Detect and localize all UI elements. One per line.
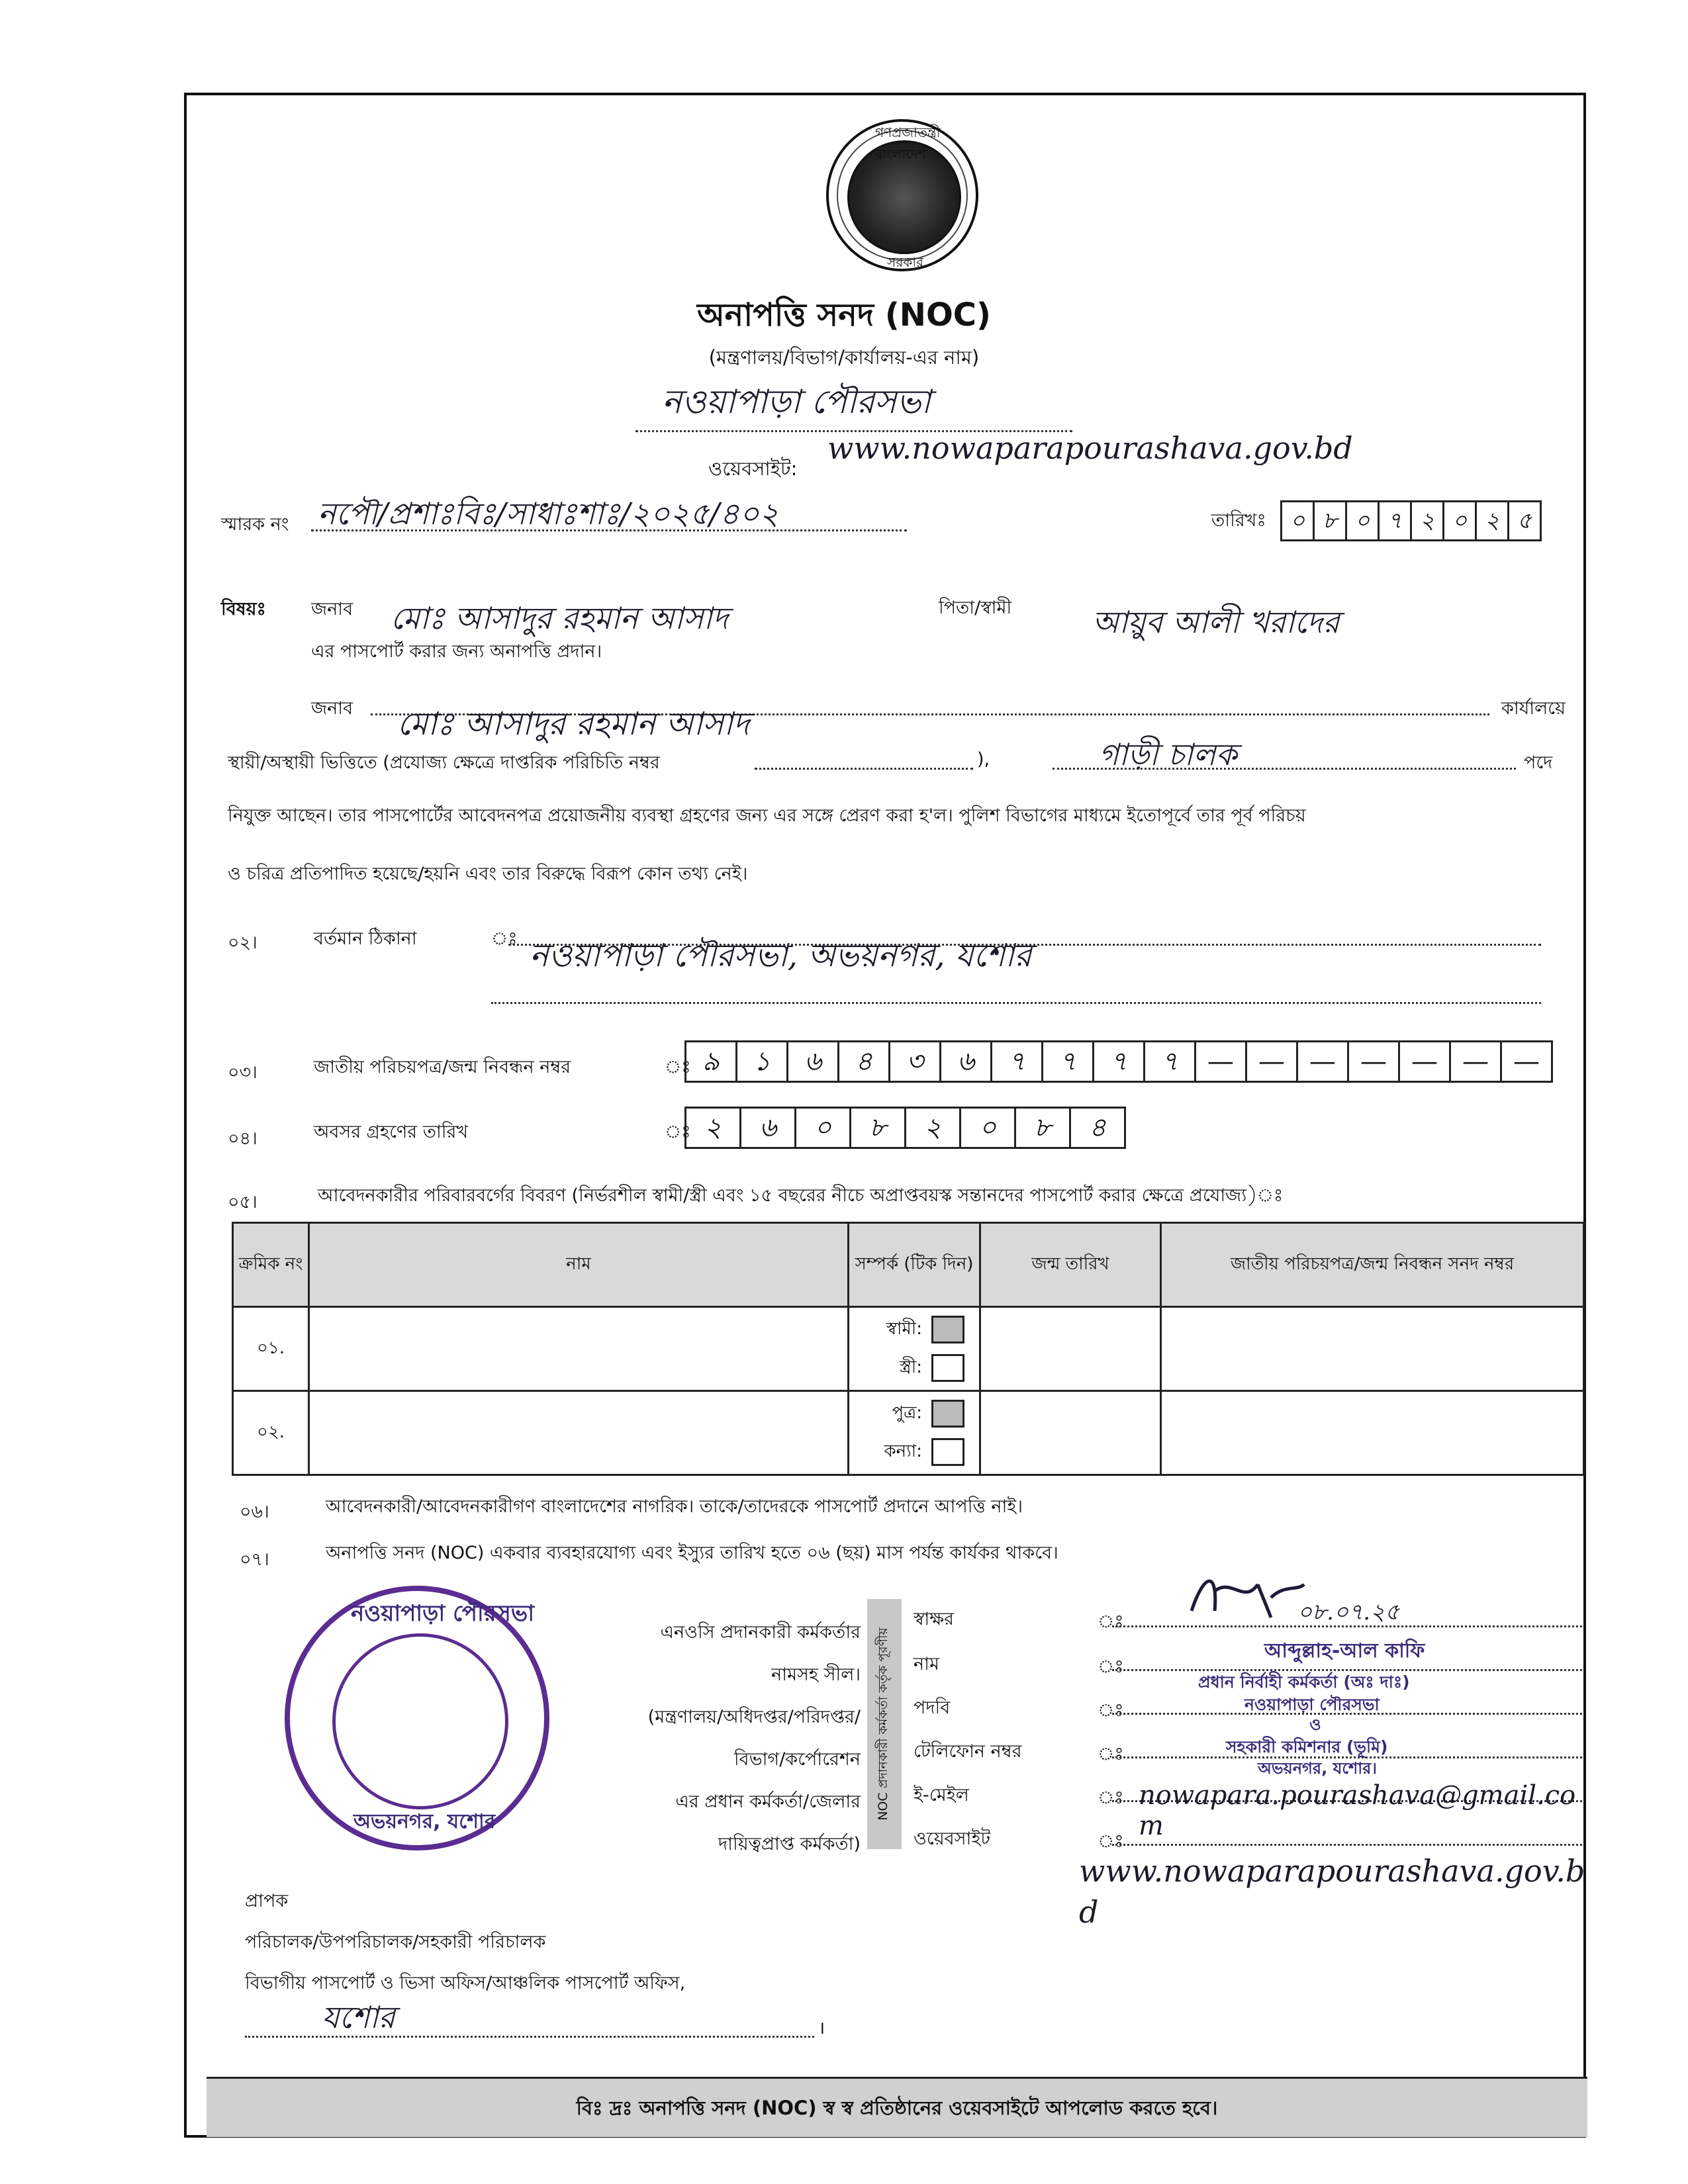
address-colon: ঃ: [491, 929, 518, 949]
row-dob-cell: [980, 1307, 1161, 1391]
stamp-bottom-text: অভয়নগর, যশোর: [353, 1810, 496, 1833]
officer-name: আব্দুল্লাহ-আল কাফি: [1264, 1639, 1425, 1662]
post-dots: [1053, 768, 1516, 770]
retire-digit: ৮: [1016, 1109, 1071, 1147]
officer-title-2: সহকারী কমিশনার (ভূমি): [1226, 1737, 1388, 1756]
body-name: মোঃ আসাদুর রহমান আসাদ: [397, 705, 750, 743]
retire-digit: ০: [796, 1109, 851, 1147]
memo-dots: [311, 529, 907, 531]
issuer-line-4: বিভাগ/কর্পোরেশন: [733, 1749, 861, 1770]
vertical-label-bar: [867, 1599, 902, 1849]
retire-digit: ৮: [851, 1109, 906, 1147]
officer-and: ও: [1309, 1715, 1321, 1734]
item-07-number: ০৭।: [240, 1549, 269, 1570]
nid-digit: ৭: [1094, 1042, 1145, 1081]
nid-boxes: [684, 1040, 1553, 1083]
checkbox-daughter[interactable]: [931, 1438, 964, 1466]
table-row: [233, 1307, 1584, 1391]
post-suffix: পদে: [1524, 752, 1553, 773]
retire-digit: ৪: [1089, 1113, 1106, 1143]
relation-label: পিতা/স্বামী: [939, 598, 1012, 618]
subject-label: বিষয়ঃ: [221, 599, 266, 619]
recipient-dots: [245, 2036, 814, 2038]
basis-text: স্থায়ী/অস্থায়ী ভিত্তিতে (প্রযোজ্য ক্ষেত্রে দাপ্তরিক পরিচিতি নম্বর: [228, 752, 660, 773]
address-label: বর্তমান ঠিকানা: [314, 929, 417, 949]
note-07: অনাপত্তি সনদ (NOC) একবার ব্যবহারযোগ্য এবং ইস্যুর তারিখ হতে ০৬ (ছয়) মাস পর্যন্ত কার্যকর থাকবে।: [326, 1543, 1058, 1563]
vertical-label: NOC প্রদানকারী কর্মকর্তা কর্তৃক পূরণীয়: [876, 1627, 890, 1821]
row-dob-cell: [980, 1391, 1161, 1475]
date-digit: ৫: [1517, 508, 1532, 534]
item-03-number: ০৩।: [228, 1062, 258, 1083]
document-title: অনাপত্তি সনদ (NOC): [697, 296, 991, 334]
issuer-line-2: নামসহ সীল।: [771, 1664, 861, 1685]
relation-label: কন্যা:: [884, 1441, 922, 1461]
nid-digit: ৭: [1145, 1042, 1196, 1081]
header-serial: ক্রমিক নং: [233, 1223, 309, 1307]
retire-digit: ২: [906, 1109, 961, 1147]
header-nid: জাতীয় পরিচয়পত্র/জন্ম নিবন্ধন সনদ নম্বর: [1161, 1223, 1584, 1307]
subject-name: মোঃ আসাদুর রহমান আসাদ: [391, 600, 729, 636]
body-janab: জনাব: [311, 698, 353, 719]
office-suffix: কার্যালয়ে: [1501, 698, 1566, 719]
nid-digit: ১: [737, 1042, 788, 1081]
checkbox-husband[interactable]: [931, 1316, 964, 1343]
field-signature-label: স্বাক্ষর: [914, 1609, 954, 1629]
field-designation-label: পদবি: [914, 1698, 951, 1718]
subject-line2: এর পাসপোর্ট করার জন্য অনাপত্তি প্রদান।: [311, 641, 602, 662]
retire-boxes: [684, 1107, 1126, 1149]
nid-digit: ৩: [890, 1042, 941, 1081]
date-digit: ০: [1282, 502, 1315, 539]
item-02-number: ০২।: [228, 933, 258, 953]
row-serial: ০২.: [233, 1391, 309, 1475]
nid-digit: —: [1400, 1042, 1451, 1081]
relation-cell: [849, 1307, 980, 1391]
nid-digit: —: [1349, 1042, 1400, 1081]
address-dots-1: [508, 944, 1541, 946]
officer-office: নওয়াপাড়া পৌরসভা: [1244, 1695, 1380, 1714]
recipient-end: ।: [818, 2018, 825, 2038]
ministry-label: (মন্ত্রণালয়/বিভাগ/কার্যালয়-এর নাম): [708, 346, 980, 369]
retire-digit: ০: [961, 1109, 1016, 1147]
header-dob: জন্ম তারিখ: [980, 1223, 1161, 1307]
date-digit: ০: [1444, 502, 1477, 539]
date-label: তারিখঃ: [1211, 510, 1266, 531]
row-name-cell: [309, 1307, 849, 1391]
id-dots: [755, 768, 973, 770]
field-colon: ঃ: [1098, 1744, 1124, 1764]
table-row: [233, 1391, 1584, 1475]
nid-digit: —: [1298, 1042, 1349, 1081]
checkbox-son[interactable]: [931, 1400, 964, 1428]
round-stamp: [285, 1586, 549, 1850]
header-relation: সম্পর্ক (টিক দিন): [849, 1223, 980, 1307]
subject-janab: জনাব: [311, 599, 353, 619]
post-value: গাড়ী চালক: [1099, 737, 1237, 772]
nid-digit: ৪: [839, 1042, 890, 1081]
office-name: নওয়াপাড়া পৌরসভা: [662, 383, 931, 421]
field-colon: ঃ: [1098, 1788, 1124, 1808]
field-colon: ঃ: [1098, 1700, 1124, 1721]
signature-mark: [1178, 1565, 1311, 1631]
nid-digit: ৯: [686, 1042, 737, 1081]
field-phone-label: টেলিফোন নম্বর: [914, 1741, 1022, 1762]
nid-digit: ৬: [788, 1042, 839, 1081]
field-website-label: ওয়েবসাইট: [914, 1829, 991, 1849]
memo-label: স্মারক নং: [221, 514, 289, 535]
nid-label: জাতীয় পরিচয়পত্র/জন্ম নিবন্ধন নম্বর: [314, 1057, 571, 1077]
date-digit: ২: [1412, 502, 1444, 539]
nid-digit: —: [1196, 1042, 1247, 1081]
row-name-cell: [309, 1391, 849, 1475]
signature-date: ০৮.০৭.২৫: [1297, 1599, 1400, 1625]
stamp-top-text: নওয়াপাড়া পৌরসভা: [351, 1600, 535, 1627]
field-name-label: নাম: [914, 1654, 939, 1674]
officer-title: প্রধান নির্বাহী কর্মকর্তা (অঃ দাঃ): [1198, 1672, 1410, 1692]
relation-cell: [849, 1391, 980, 1475]
nid-digit: —: [1247, 1042, 1298, 1081]
officer-email: nowapara.pourashava@gmail.com: [1139, 1780, 1576, 1841]
nid-digit: ৬: [941, 1042, 992, 1081]
row-nid-cell: [1161, 1307, 1584, 1391]
relation-label: স্ত্রী:: [899, 1357, 922, 1377]
subject-father: আয়ুব আলী খরাদের: [1092, 604, 1340, 640]
retire-digit: ৬: [741, 1109, 796, 1147]
recipient-line-1: পরিচালক/উপপরিচালক/সহকারী পরিচালক: [245, 1932, 546, 1952]
issuer-line-3: (মন্ত্রণালয়/অধিদপ্তর/পরিদপ্তর/: [647, 1707, 861, 1727]
row-serial: ০১.: [233, 1307, 309, 1391]
emblem-top-text: গণপ্রজাতন্ত্রী বাংলাদেশ: [875, 124, 941, 162]
issuer-line-5: এর প্রধান কর্মকর্তা/জেলার: [675, 1792, 861, 1812]
nid-digit: ৭: [1043, 1042, 1094, 1081]
nid-digit: —: [1513, 1046, 1540, 1077]
officer-website: www.nowaparapourashava.gov.bd: [1079, 1853, 1585, 1930]
item-04-number: ০৪।: [228, 1128, 258, 1149]
address-value: নওয়াপাড়া পৌরসভা, অভয়নগর, যশোর: [530, 937, 1032, 974]
nid-digit: ৭: [992, 1042, 1043, 1081]
family-table: [232, 1222, 1585, 1476]
nid-colon: ঃ: [665, 1057, 691, 1077]
field-email-label: ই-মেইল: [914, 1785, 969, 1805]
memo-number: নপৌ/প্রশাঃবিঃ/সাধাঃশাঃ/২০২৫/৪০২: [318, 496, 779, 531]
field-dots: [1112, 1844, 1582, 1846]
nid-digit: —: [1451, 1042, 1502, 1081]
issuer-line-6: দায়িত্বপ্রাপ্ত কর্মকর্তা): [718, 1834, 861, 1854]
header-name: নাম: [309, 1223, 849, 1307]
body-para2: ও চরিত্র প্রতিপাদিত হয়েছে/হয়নি এবং তার বিরুদ্ধে বিরূপ কোন তথ্য নেই।: [228, 864, 748, 884]
paren-close: ),: [977, 749, 990, 770]
footer-note: বিঃ দ্রঃ অনাপত্তি সনদ (NOC) স্ব স্ব প্রতিষ্ঠানের ওয়েবসাইটে আপলোড করতে হবে।: [207, 2077, 1587, 2137]
family-label: আবেদনকারীর পরিবারবর্গের বিবরণ (নির্ভরশীল স্বামী/স্ত্রী এবং ১৫ বছরের নীচে অপ্রাপ্তবয়স্ক সন্তানদের পাসপোর্ট করার ক্ষেত্রে প্রযোজ্য)ঃ: [318, 1185, 1284, 1206]
retire-label: অবসর গ্রহণের তারিখ: [314, 1122, 469, 1142]
address-dots-2: [491, 1002, 1541, 1004]
retire-colon: ঃ: [665, 1122, 691, 1142]
relation-label: স্বামী:: [886, 1319, 922, 1339]
note-06: আবেদনকারী/আবেদনকারীগণ বাংলাদেশের নাগরিক। তাকে/তাদেরকে পাসপোর্ট প্রদানে আপত্তি নাই।: [326, 1496, 1023, 1517]
officer-location: অভয়নগর, যশোর।: [1258, 1759, 1377, 1778]
retire-digit: ২: [686, 1109, 741, 1147]
government-emblem: [826, 119, 978, 271]
date-digit: ০: [1347, 502, 1380, 539]
item-05-number: ০৫।: [228, 1192, 258, 1212]
recipient-city: যশোর: [322, 1999, 395, 2035]
recipient-line-2: বিভাগীয় পাসপোর্ট ও ভিসা অফিস/আঞ্চলিক পাসপোর্ট অফিস,: [245, 1973, 686, 1993]
field-colon: ঃ: [1098, 1831, 1124, 1852]
date-digit: ৭: [1380, 502, 1412, 539]
body-para1: নিযুক্ত আছেন। তার পাসপোর্টের আবেদনপত্র প্রয়োজনীয় ব্যবস্থা গ্রহণের জন্য এর সঙ্গে প্রেরণ করা হ'ল। পুলিশ বিভাগের মাধ্যমে ইতোপূর্বে তার পূর্ব পরিচয়: [228, 805, 1306, 826]
tree-emblem-icon: [332, 1633, 508, 1809]
website-value: www.nowaparapourashava.gov.bd: [827, 430, 1353, 466]
date-digit: ৮: [1315, 502, 1347, 539]
relation-label: পুত্র:: [892, 1403, 922, 1423]
row-nid-cell: [1161, 1391, 1584, 1475]
date-boxes: [1280, 500, 1542, 541]
website-label: ওয়েবসাইট:: [708, 457, 798, 480]
checkbox-wife[interactable]: [931, 1354, 964, 1382]
emblem-bottom-text: সরকার: [887, 254, 924, 270]
field-colon: ঃ: [1098, 1612, 1124, 1632]
date-digit: ২: [1477, 502, 1509, 539]
field-colon: ঃ: [1098, 1657, 1124, 1677]
item-06-number: ০৬।: [240, 1502, 269, 1522]
recipient-label: প্রাপক: [245, 1891, 289, 1911]
issuer-line-1: এনওসি প্রদানকারী কর্মকর্তার: [660, 1622, 861, 1643]
